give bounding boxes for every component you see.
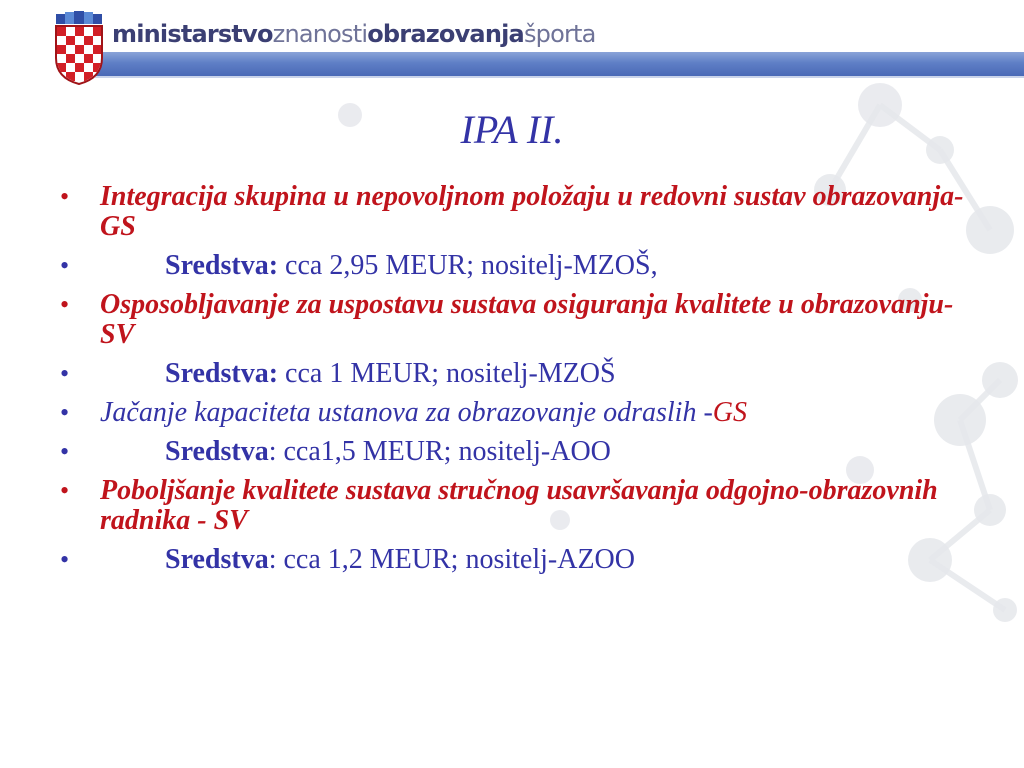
croatian-coat-of-arms-icon bbox=[50, 10, 108, 86]
funding-value: cca 1 MEUR; nositelj-MZOŠ bbox=[278, 358, 616, 389]
bullet: • bbox=[60, 437, 70, 466]
bullet: • bbox=[60, 251, 70, 280]
list-item bbox=[60, 251, 980, 281]
funding-label: Sredstva bbox=[165, 544, 269, 575]
logo-word-sporta: športa bbox=[523, 20, 596, 48]
list-item bbox=[60, 398, 980, 428]
funding-line bbox=[100, 359, 980, 389]
logo-word-ministarstvo: ministarstvo bbox=[112, 20, 273, 48]
list-item bbox=[60, 545, 980, 575]
bullet: • bbox=[60, 545, 70, 574]
item-text: Poboljšanje kvalitete sustava stručnog usavršavanja odgojno-obrazovnih radnika - SV bbox=[100, 475, 938, 536]
list-item bbox=[60, 182, 980, 242]
funding-line bbox=[100, 437, 980, 467]
ministry-logo-text bbox=[112, 16, 596, 52]
funding-value: cca 2,95 MEUR; nositelj-MZOŠ, bbox=[278, 250, 658, 281]
bullet: • bbox=[60, 359, 70, 388]
item-text: Jačanje kapaciteta ustanova za obrazovanje odraslih - bbox=[100, 397, 713, 428]
bullet: • bbox=[60, 476, 70, 505]
header-band-line bbox=[95, 76, 1024, 78]
logo-word-znanosti: znanosti bbox=[272, 20, 368, 48]
bullet: • bbox=[60, 398, 70, 427]
funding-label: Sredstva: bbox=[165, 250, 279, 281]
list-item bbox=[60, 476, 980, 536]
funding-value: : cca 1,2 MEUR; nositelj-AZOO bbox=[268, 544, 635, 575]
bullet: • bbox=[60, 182, 70, 211]
list-item bbox=[60, 290, 980, 350]
funding-value: : cca1,5 MEUR; nositelj-AOO bbox=[268, 436, 611, 467]
slide-title: IPA II. bbox=[460, 107, 564, 152]
funding-label: Sredstva: bbox=[165, 358, 279, 389]
item-text: Osposobljavanje za uspostavu sustava osiguranja kvalitete u obrazovanju-SV bbox=[100, 289, 954, 350]
header-band bbox=[95, 52, 1024, 76]
bullet: • bbox=[60, 290, 70, 319]
list-item bbox=[60, 437, 980, 467]
logo-word-obrazovanja: obrazovanja bbox=[367, 20, 524, 48]
funding-label: Sredstva bbox=[165, 436, 269, 467]
list-item bbox=[60, 359, 980, 389]
item-text: Integracija skupina u nepovoljnom položaju u redovni sustav obrazovanja-GS bbox=[100, 181, 964, 242]
funding-line bbox=[100, 251, 980, 281]
bullet-list bbox=[60, 182, 980, 584]
item-suffix: GS bbox=[712, 397, 748, 428]
funding-line bbox=[100, 545, 980, 575]
